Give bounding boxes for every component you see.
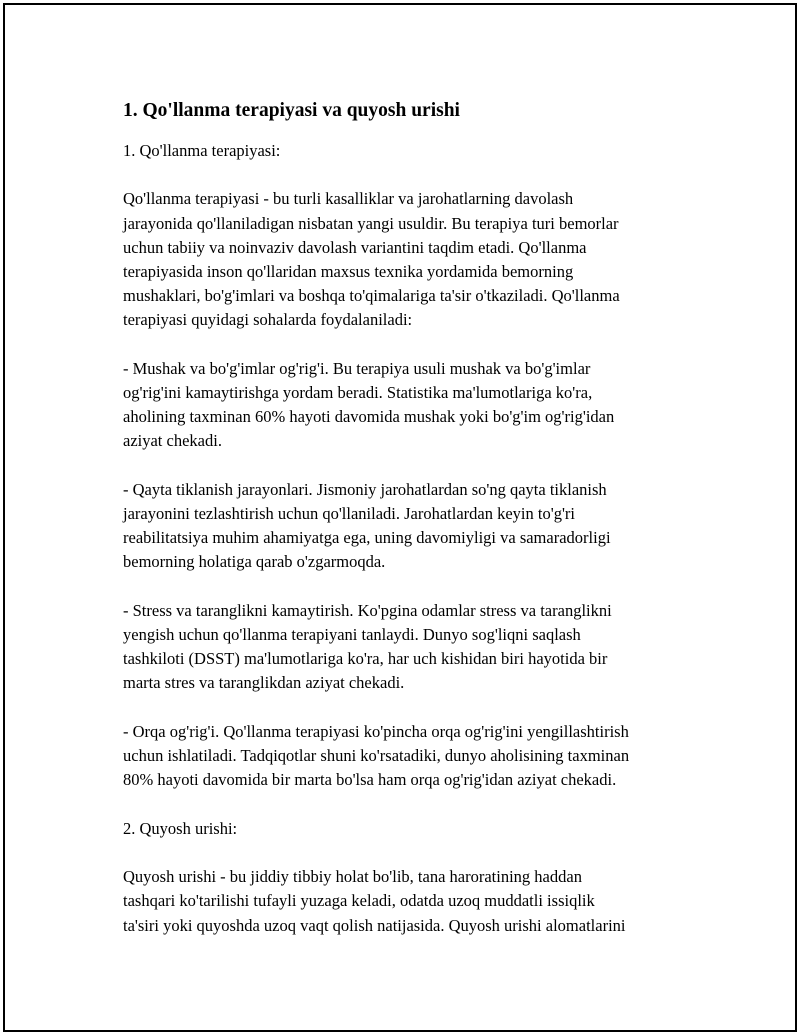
- document-body: 1. Qo'llanma terapiyasi: Qo'llanma terapiyasi - bu turli kasalliklar va jarohatlarning davolash jarayonida qo'llaniladigan nisbatan yangi usuldir. Bu terapiya turi bemorlar uchun tabiiy va noinvaziv davolash variantini taqdim etadi. Qo'llanma terapiyasida inson qo'llaridan maxsus texnika yordamida bemorning mushaklari, bo'g'imlari va boshqa to'qimalariga ta'sir o'tkaziladi. Qo'llanma terapiyasi quyidagi sohalarda foydalaniladi: - Mushak va bo'g'imlar og'rig'i. Bu terapiya usuli mushak va bo'g'imlar og'rig'ini kamaytirishga yordam beradi. Statistika ma'lumotlariga ko'ra, aholining taxminan 60% hayoti davomida mushak yoki bo'g'im og'rig'idan aziyat chekadi. - Qayta tiklanish jarayonlari. Jismoniy jarohatlardan so'ng qayta tiklanish jarayonini tezlashtirish uchun qo'llaniladi. Jarohatlardan keyin to'g'ri reabilitatsiya muhim ahamiyatga ega, uning davomiyligi va samaradorligi bemorning holatiga qarab o'zgarmoqda. - Stress va taranglikni kamaytirish. Ko'pgina odamlar stress va taranglikni yengish uchun qo'llanma terapiyani tanlaydi. Dunyo sog'liqni saqlash tashkiloti (DSST) ma'lumotlariga ko'ra, har uch kishidan biri hayotida bir marta stres va taranglikdan aziyat chekadi. - Orqa og'rig'i. Qo'llanma terapiyasi ko'pincha orqa og'rig'ini yengillashtirish uchun ishlatiladi. Tadqiqotlar shuni ko'rsatadiki, dunyo aholisining taxminan 80% hayoti davomida bir marta bo'lsa ham orqa og'rig'idan aziyat chekadi. 2. Quyosh urishi: Quyosh urishi - bu jiddiy tibbiy holat bo'lib, tana haroratining haddan tashqari ko'tarilishi tufayli yuzaga keladi, odatda uzoq muddatli issiqlik ta'siri yoki quyoshda uzoq vaqt qolish natijasida. Quyosh urishi alomatlarini: [123, 141, 630, 935]
- document-content: [123, 97, 693, 938]
- page-frame: [3, 3, 797, 1032]
- document-title: 1. Qo'llanma terapiyasi va quyosh urishi: [123, 100, 460, 121]
